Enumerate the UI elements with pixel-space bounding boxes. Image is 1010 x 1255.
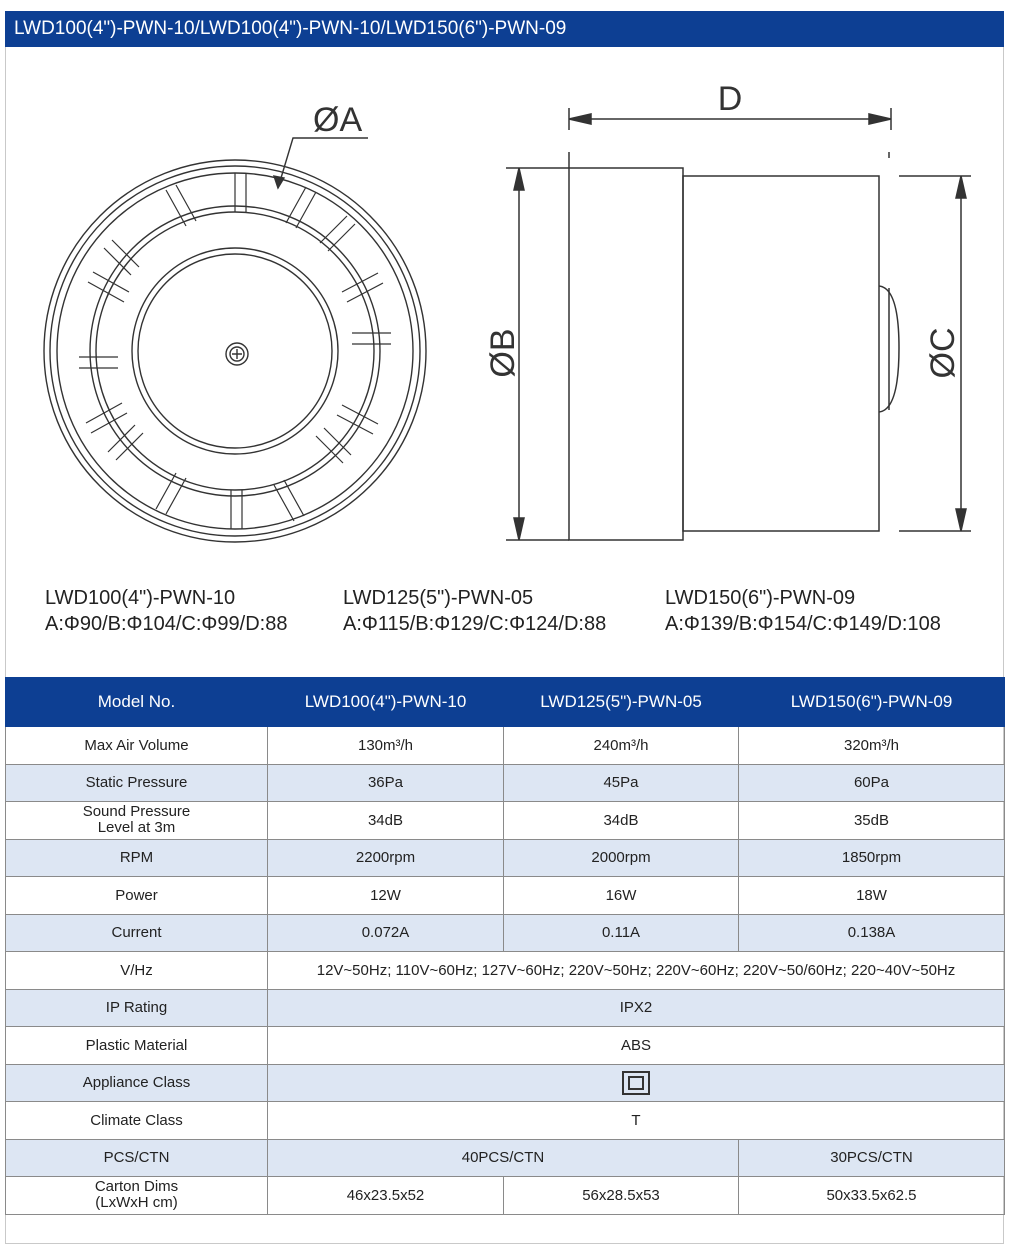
table-row-ip-rating (6, 989, 1005, 1027)
row-label: RPM (6, 839, 268, 877)
row-label-line-2: Level at 3m (97, 819, 176, 837)
caption-model-2 (343, 585, 606, 637)
row-label-line-2: (LxWxH cm) (95, 1194, 178, 1212)
table-row-current (6, 914, 1005, 952)
table-cell: 320m³/h (739, 727, 1005, 765)
table-cell: 16W (504, 877, 739, 915)
dim-d-label: D (717, 80, 743, 118)
caption-dimensions: A:Φ139/B:Φ154/C:Φ149/D:108 (665, 613, 941, 635)
table-cell: 46x23.5x52 (268, 1177, 504, 1215)
table-cell: 12V~50Hz; 110V~60Hz; 127V~60Hz; 220V~50Hz; 220V~60Hz; 220V~50/60Hz; 220~40V~50Hz (268, 952, 1005, 990)
caption-dimensions: A:Φ115/B:Φ129/C:Φ124/D:88 (343, 613, 607, 635)
page-title: LWD100(4")-PWN-10/LWD100(4")-PWN-10/LWD150(6")-PWN-09 (5, 11, 1004, 47)
caption-model-3 (665, 585, 941, 637)
table-cell: 2000rpm (504, 839, 739, 877)
technical-drawing (6, 48, 1003, 578)
table-cell: 50x33.5x62.5 (739, 1177, 1005, 1215)
row-label: IP Rating (6, 989, 268, 1027)
table-cell: 40PCS/CTN (268, 1139, 739, 1177)
table-cell: 56x28.5x53 (504, 1177, 739, 1215)
table-row-power (6, 877, 1005, 915)
dim-a-label: ØA (313, 101, 363, 139)
table-cell: 130m³/h (268, 727, 504, 765)
side-view-drawing (506, 108, 971, 540)
table-row-plastic-material (6, 1027, 1005, 1065)
header-model-no: Model No. (6, 678, 268, 727)
front-view-drawing (44, 138, 426, 542)
header-model-1: LWD100(4")-PWN-10 (268, 678, 504, 727)
table-row-climate-class (6, 1102, 1005, 1140)
table-cell: 30PCS/CTN (739, 1139, 1005, 1177)
table-cell: 45Pa (504, 764, 739, 802)
row-label (6, 802, 268, 840)
header-model-3: LWD150(6")-PWN-09 (739, 678, 1005, 727)
row-label: Power (6, 877, 268, 915)
table-cell: 12W (268, 877, 504, 915)
table-row-vhz (6, 952, 1005, 990)
table-row-sound-pressure (6, 802, 1005, 840)
table-cell: 34dB (504, 802, 739, 840)
table-row-appliance-class (6, 1064, 1005, 1102)
table-cell: IPX2 (268, 989, 1005, 1027)
double-insulation-icon (622, 1071, 650, 1095)
table-row-static-pressure (6, 764, 1005, 802)
table-cell: 60Pa (739, 764, 1005, 802)
row-label-line-1: Sound Pressure (82, 803, 191, 821)
table-cell: 240m³/h (504, 727, 739, 765)
table-cell: ABS (268, 1027, 1005, 1065)
table-cell: 2200rpm (268, 839, 504, 877)
table-row-rpm (6, 839, 1005, 877)
row-label (6, 1177, 268, 1215)
table-cell: 34dB (268, 802, 504, 840)
row-label: PCS/CTN (6, 1139, 268, 1177)
table-header-row (6, 678, 1005, 727)
table-row-pcs-ctn (6, 1139, 1005, 1177)
dim-c-label: ØC (924, 327, 962, 379)
row-label: Climate Class (6, 1102, 268, 1140)
caption-dimensions: A:Φ90/B:Φ104/C:Φ99/D:88 (45, 613, 288, 635)
table-cell: 1850rpm (739, 839, 1005, 877)
caption-model-1 (45, 585, 287, 637)
caption-model-name: LWD150(6")-PWN-09 (665, 587, 856, 609)
table-cell: T (268, 1102, 1005, 1140)
row-label-line-1: Carton Dims (94, 1178, 179, 1196)
dim-b-label: ØB (484, 328, 522, 378)
table-cell: 35dB (739, 802, 1005, 840)
table-cell: 18W (739, 877, 1005, 915)
table-cell (268, 1064, 1005, 1102)
row-label: Appliance Class (6, 1064, 268, 1102)
table-cell: 36Pa (268, 764, 504, 802)
row-label: Static Pressure (6, 764, 268, 802)
row-label: Current (6, 914, 268, 952)
table-row-carton-dims (6, 1177, 1005, 1215)
caption-model-name: LWD125(5")-PWN-05 (343, 587, 534, 609)
table-cell: 0.072A (268, 914, 504, 952)
row-label: Plastic Material (6, 1027, 268, 1065)
row-label: Max Air Volume (6, 727, 268, 765)
specification-table (5, 677, 1005, 1215)
caption-model-name: LWD100(4")-PWN-10 (45, 587, 236, 609)
table-cell: 0.11A (504, 914, 739, 952)
header-model-2: LWD125(5")-PWN-05 (504, 678, 739, 727)
table-cell: 0.138A (739, 914, 1005, 952)
row-label: V/Hz (6, 952, 268, 990)
table-row-max-air-volume (6, 727, 1005, 765)
